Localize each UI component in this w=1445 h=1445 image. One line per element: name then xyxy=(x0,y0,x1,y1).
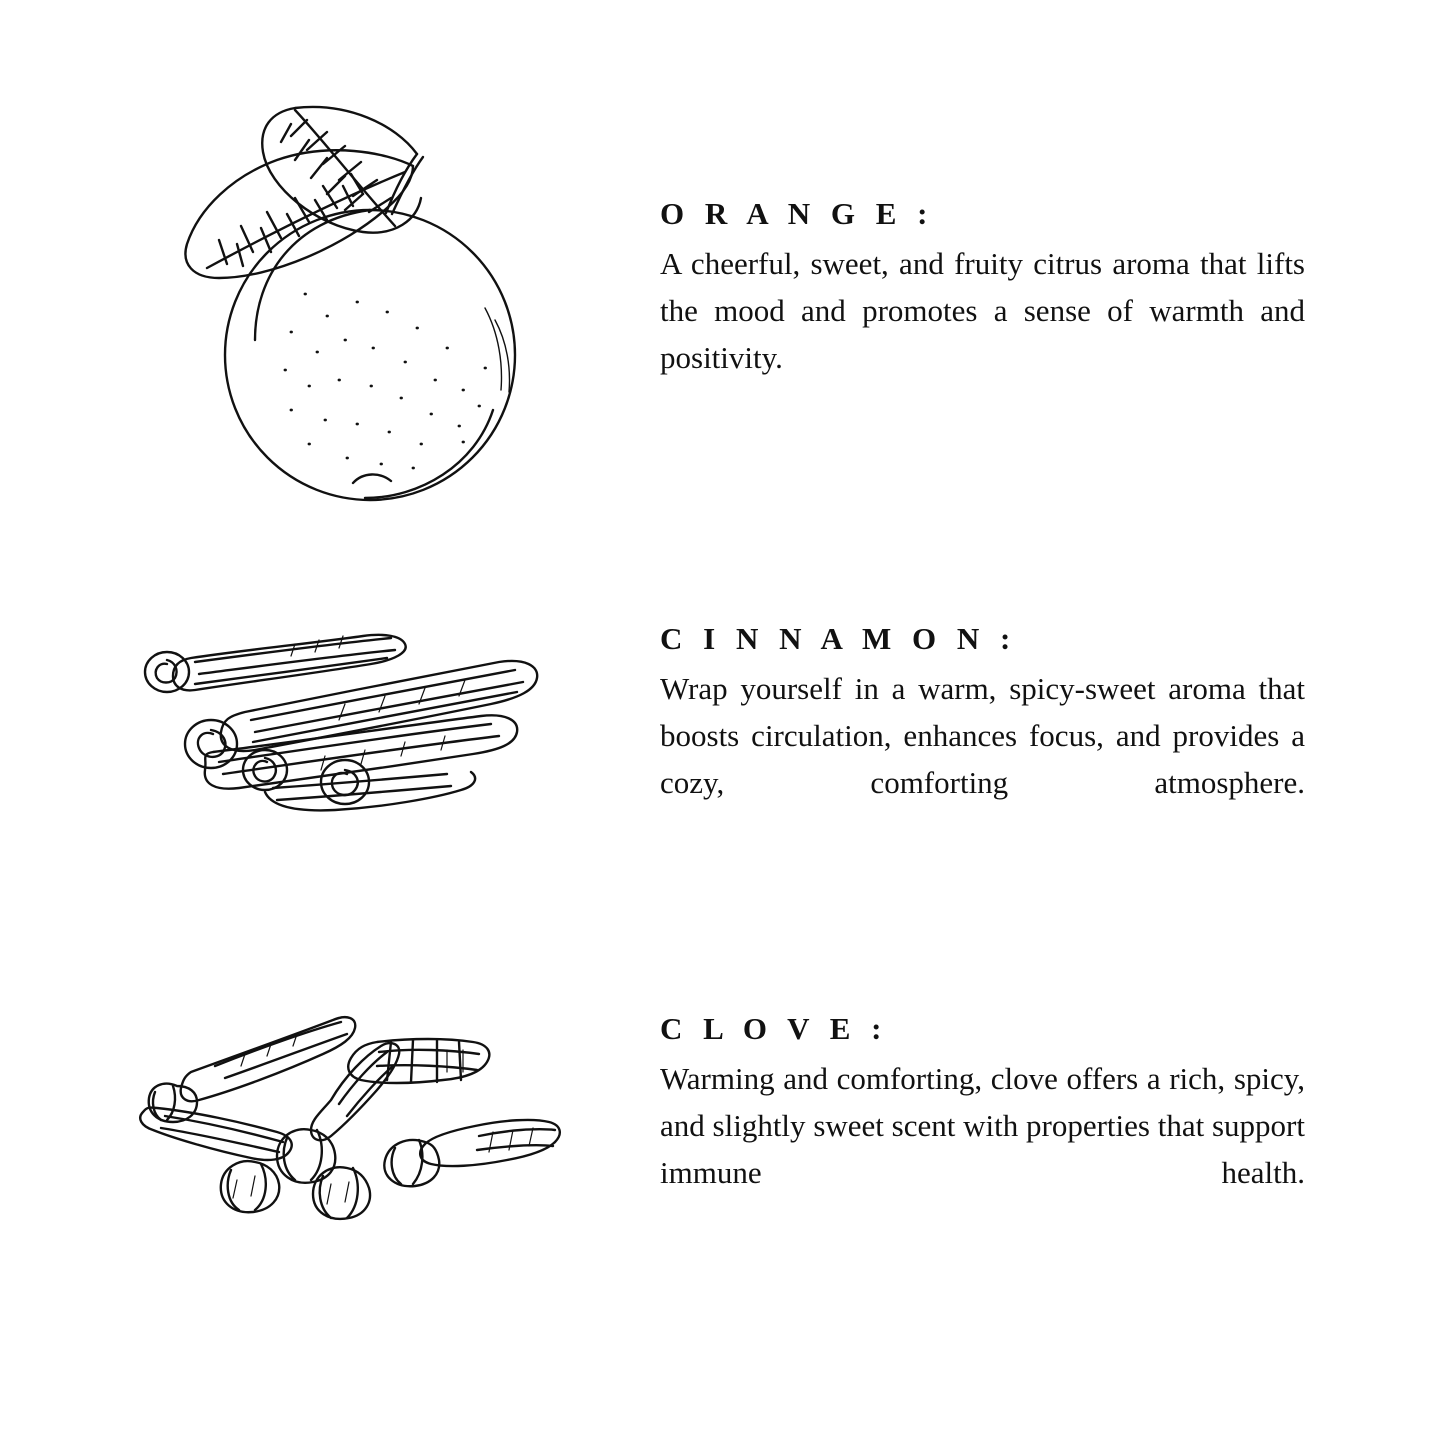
cinnamon-sticks-icon xyxy=(95,600,565,850)
orange-fruit-with-leaves-icon xyxy=(95,80,565,510)
cinnamon-illustration-container xyxy=(0,600,660,850)
orange-text-column xyxy=(660,80,1320,429)
orange-illustration-container xyxy=(0,80,660,510)
orange-description: A cheerful, sweet, and fruity citrus aroma that lifts the mood and promotes a sense of warmth and positivity. xyxy=(660,246,1305,376)
cinnamon-description: Wrap yourself in a warm, spicy-sweet aroma that boosts circulation, enhances focus, and provides a cozy, comforting atmosphere. xyxy=(660,671,1305,801)
clove-heading: C L O V E : xyxy=(660,1011,888,1046)
scent-entry-orange xyxy=(0,80,1445,540)
scent-entry-cinnamon xyxy=(0,600,1445,880)
clove-text-column xyxy=(660,980,1320,1244)
orange-heading: O R A N G E : xyxy=(660,196,934,231)
cinnamon-text-column xyxy=(660,600,1320,854)
scent-entry-clove xyxy=(0,980,1445,1270)
clove-buds-icon xyxy=(95,980,565,1230)
cinnamon-heading: C I N N A M O N : xyxy=(660,621,1017,656)
clove-description: Warming and comforting, clove offers a rich, spicy, and slightly sweet scent with properties that support immune health. xyxy=(660,1061,1305,1191)
clove-illustration-container xyxy=(0,980,660,1230)
